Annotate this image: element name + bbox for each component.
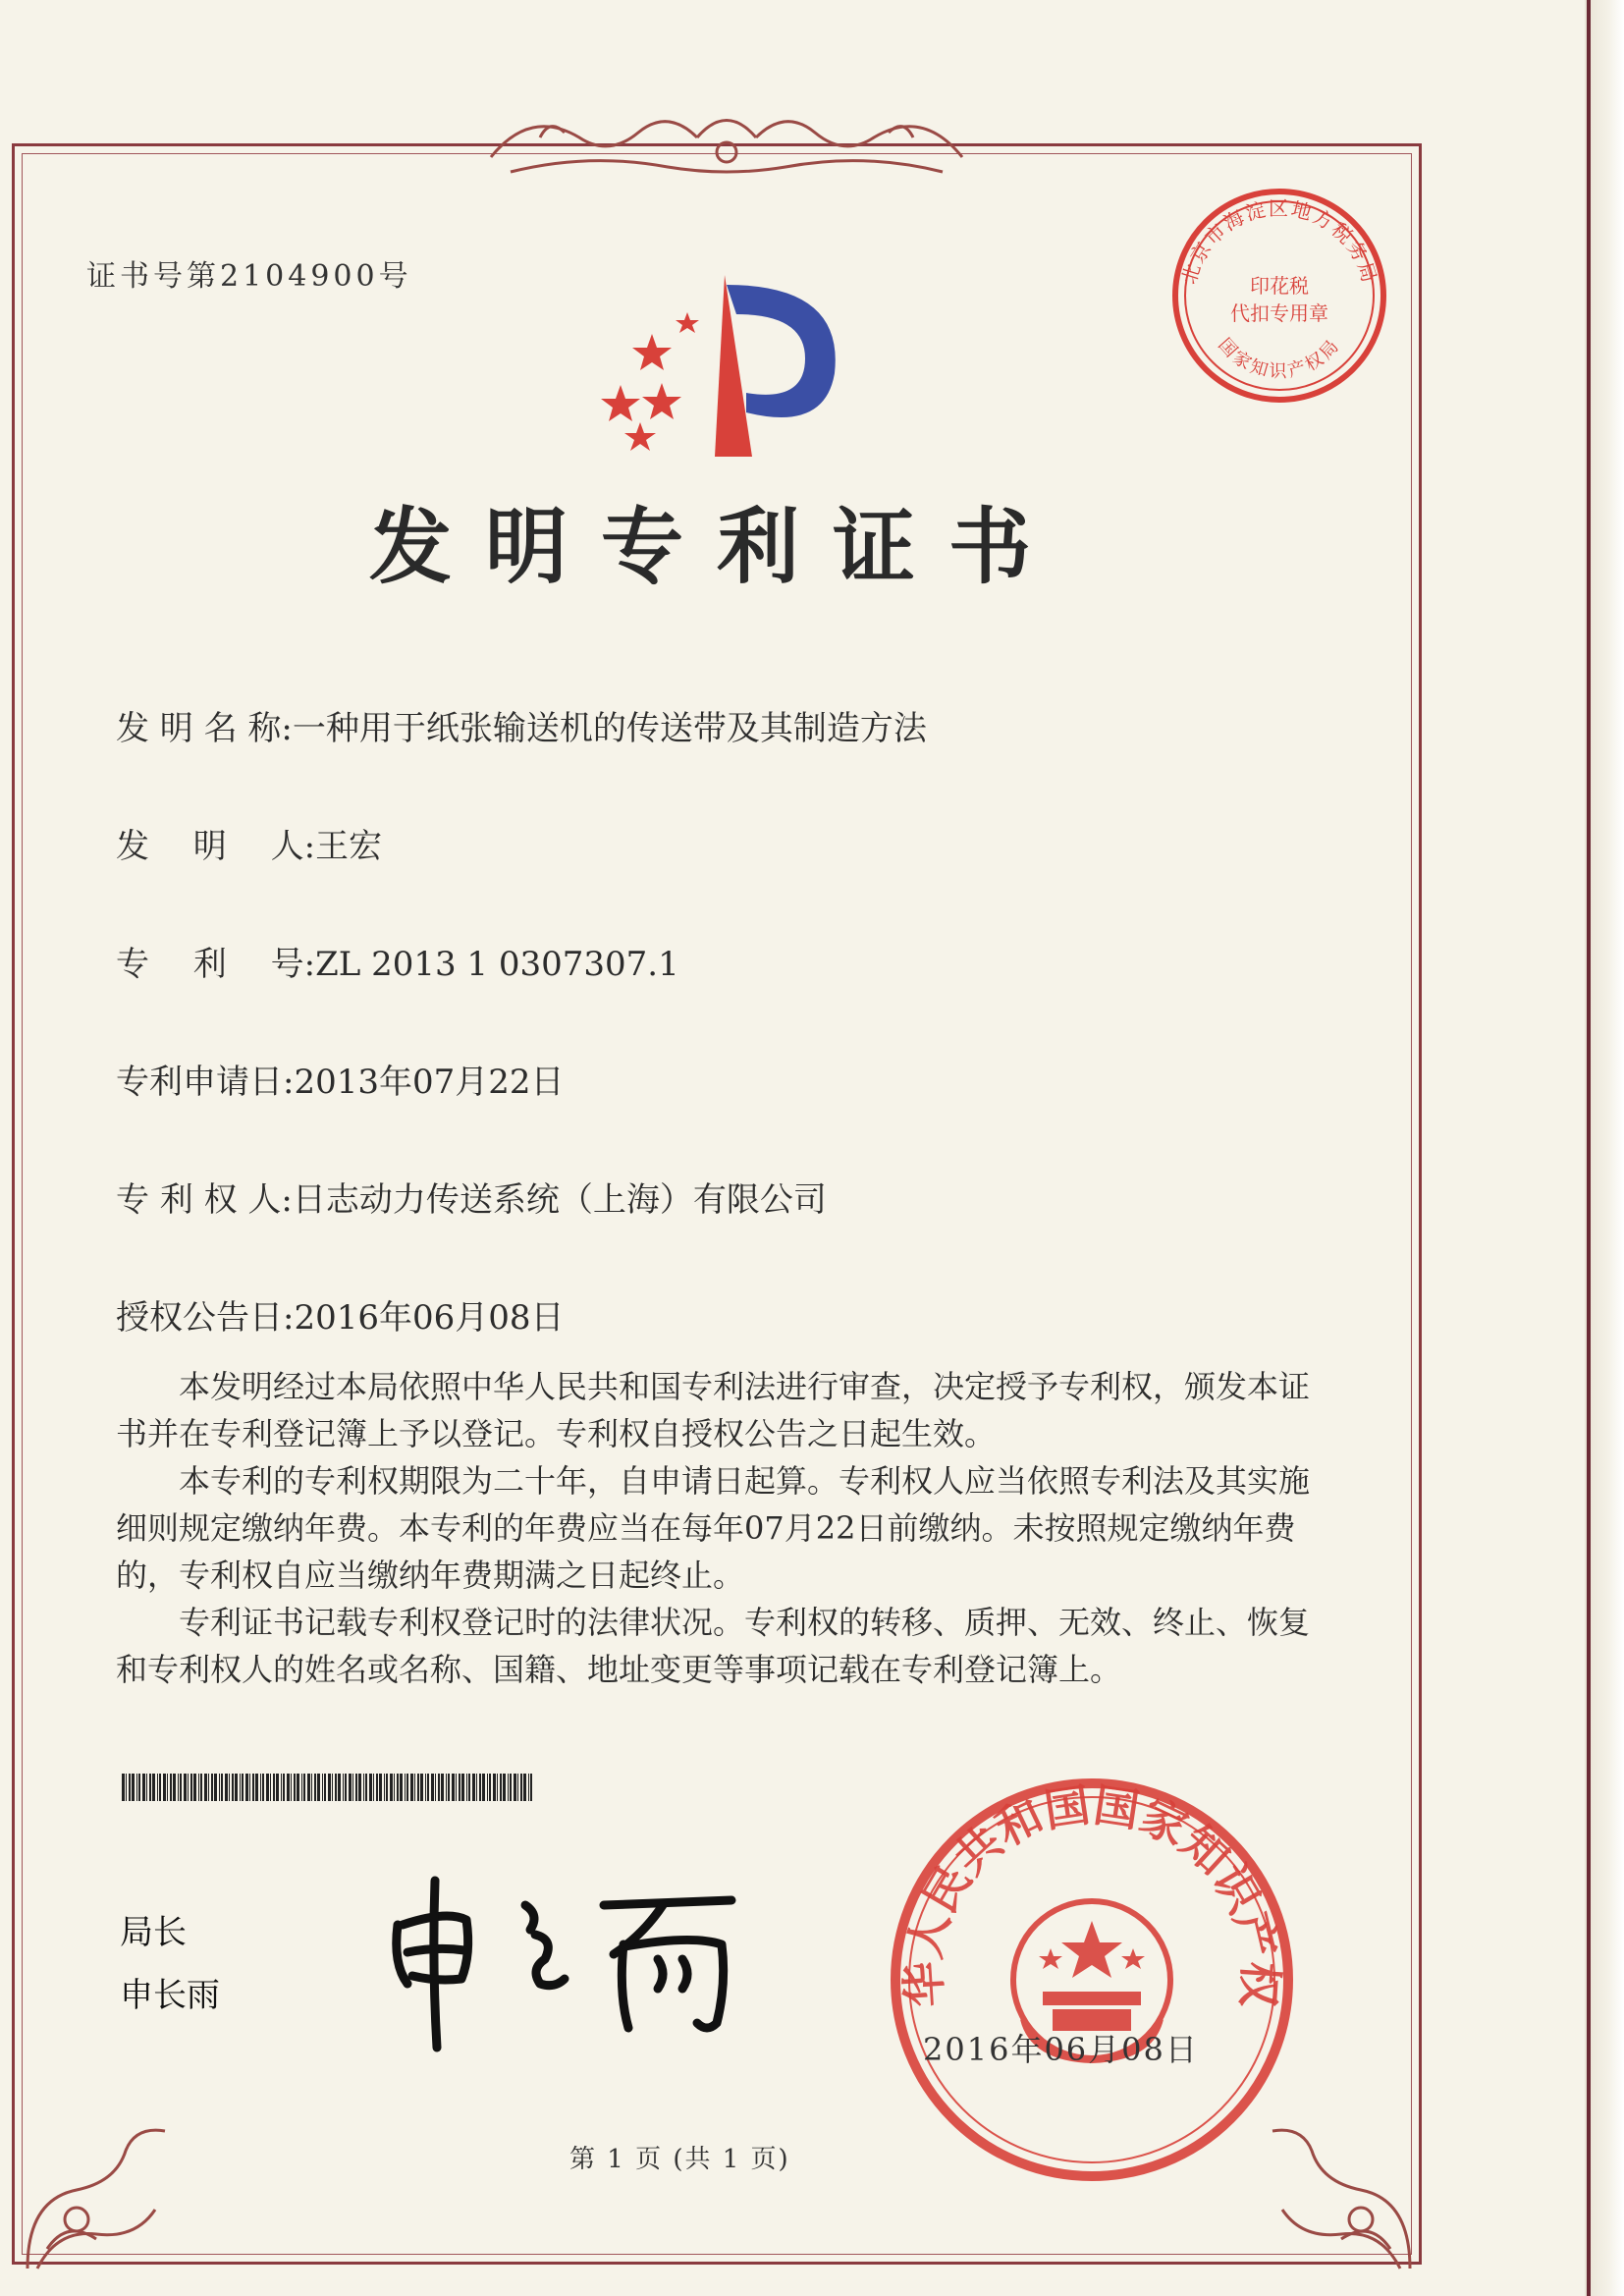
barcode-bar (204, 1774, 207, 1801)
barcode-bar (343, 1774, 344, 1801)
application-date-row (116, 1055, 565, 1103)
invention-name-label: 发 明 名 称: (116, 709, 293, 748)
barcode-bar (425, 1774, 426, 1801)
certificate-body (116, 1363, 1314, 1693)
grant-date-row (116, 1290, 565, 1339)
barcode-bar (200, 1774, 202, 1801)
barcode-bar (530, 1774, 532, 1801)
barcode-bar (242, 1774, 244, 1801)
barcode-bar (178, 1774, 179, 1801)
barcode-bar (446, 1774, 447, 1801)
barcode-bar (479, 1774, 481, 1801)
barcode-bar (235, 1774, 238, 1801)
barcode-bar (459, 1774, 460, 1801)
barcode-bar (503, 1774, 506, 1801)
barcode-bar (208, 1774, 209, 1801)
barcode-bar (157, 1774, 158, 1801)
grant-date-value: 2016年06月08日 (294, 1298, 565, 1338)
barcode-bar (369, 1774, 372, 1801)
barcode-bar (410, 1774, 413, 1801)
barcode-bar (448, 1774, 450, 1801)
barcode-bar (497, 1774, 498, 1801)
inventor-value: 王宏 (315, 827, 383, 866)
director-name: 申长雨 (120, 1976, 220, 2015)
barcode-bar (188, 1774, 189, 1801)
barcode-bar (245, 1774, 248, 1801)
barcode-bar (476, 1774, 477, 1801)
barcode-bar (345, 1774, 347, 1801)
barcode-bar (472, 1774, 475, 1801)
barcode-bar (394, 1774, 395, 1801)
page-number: 第 1 页 (共 1 页) (569, 2145, 790, 2174)
barcode-bar (373, 1774, 374, 1801)
barcode-bar (510, 1774, 512, 1801)
barcode-bar (314, 1774, 316, 1801)
barcode-bar (291, 1774, 292, 1801)
barcode-bar (270, 1774, 271, 1801)
barcode-bar (142, 1774, 145, 1801)
barcode-bar (466, 1774, 467, 1801)
barcode-bar (149, 1774, 151, 1801)
barcode-bar (414, 1774, 415, 1801)
barcode-bar (482, 1774, 485, 1801)
barcode-bar (376, 1774, 378, 1801)
barcode-bar (170, 1774, 172, 1801)
barcode-bar (190, 1774, 192, 1801)
body-paragraph: 专利证书记载专利权登记时的法律状况。专利权的转移、质押、无效、终止、恢复和专利权人的姓名或名称、国籍、地址变更等事项记载在专利登记簿上。 (116, 1604, 1311, 1688)
sipo-official-seal (886, 1774, 1298, 2186)
barcode-bar (517, 1774, 518, 1801)
barcode-bar (328, 1774, 331, 1801)
barcode-bar (132, 1774, 135, 1801)
barcode-bar (152, 1774, 155, 1801)
application-date-label: 专利申请日: (116, 1063, 295, 1102)
barcode-bar (214, 1774, 217, 1801)
barcode-bar (322, 1774, 323, 1801)
inventor-label: 发 明 人: (116, 827, 316, 866)
tax-seal-line1: 印花税 (1250, 274, 1309, 298)
barcode-bar (461, 1774, 464, 1801)
barcode-bar (266, 1774, 269, 1801)
barcode-bar (229, 1774, 230, 1801)
barcode-bar (435, 1774, 436, 1801)
patent-number-label: 专 利 号: (116, 945, 316, 984)
barcode-bar (514, 1774, 516, 1801)
binding-line (1587, 0, 1591, 2296)
barcode-bar (232, 1774, 234, 1801)
barcode-bar (225, 1774, 228, 1801)
body-paragraph: 本发明经过本局依照中华人民共和国专利法进行审查，决定授予专利权，颁发本证书并在专利登记簿上予以登记。专利权自授权公告之日起生效。 (116, 1368, 1311, 1452)
invention-name-value: 一种用于纸张输送机的传送带及其制造方法 (292, 709, 927, 748)
barcode-bar (508, 1774, 509, 1801)
barcode-bar (167, 1774, 168, 1801)
barcode-bar (221, 1774, 223, 1801)
barcode-bar (294, 1774, 296, 1801)
barcode (122, 1774, 534, 1801)
barcode-bar (317, 1774, 320, 1801)
barcode-bar (417, 1774, 419, 1801)
barcode-bar (281, 1774, 282, 1801)
barcode-bar (400, 1774, 403, 1801)
seal-date: 2016年06月08日 (923, 2031, 1199, 2068)
barcode-bar (420, 1774, 423, 1801)
barcode-bar (452, 1774, 455, 1801)
barcode-bar (198, 1774, 199, 1801)
barcode-bar (126, 1774, 127, 1801)
barcode-bar (136, 1774, 137, 1801)
barcode-bar (276, 1774, 279, 1801)
barcode-bar (255, 1774, 258, 1801)
body-paragraph: 本专利的专利权期限为二十年，自申请日起算。专利权人应当依照专利法及其实施细则规定缴纳年费。本专利的年费应当在每年07月22日前缴纳。未按照规定缴纳年费的，专利权自应当缴纳年费期满之日起终止。 (116, 1462, 1311, 1594)
svg-text:中华人民共和国国家知识产权局 (886, 1774, 1287, 2008)
barcode-bar (138, 1774, 140, 1801)
bottom-left-ornament (18, 2111, 204, 2278)
barcode-bar (489, 1774, 491, 1801)
invention-name-row (116, 701, 927, 749)
barcode-bar (441, 1774, 444, 1801)
barcode-bar (397, 1774, 399, 1801)
director-signature (378, 1866, 751, 2062)
barcode-bar (283, 1774, 285, 1801)
grant-date-label: 授权公告日: (116, 1298, 295, 1338)
barcode-bar (456, 1774, 457, 1801)
barcode-bar (146, 1774, 147, 1801)
barcode-bar (311, 1774, 312, 1801)
barcode-bar (173, 1774, 176, 1801)
barcode-bar (358, 1774, 361, 1801)
tax-seal-outer-text: 北京市海淀区地方税务局 (1176, 196, 1382, 288)
barcode-bar (262, 1774, 264, 1801)
barcode-bar (338, 1774, 341, 1801)
patent-number-value: ZL 2013 1 0307307.1 (315, 945, 679, 984)
barcode-bar (324, 1774, 326, 1801)
certificate-number: 证书号第2104900号 (86, 259, 412, 294)
barcode-bar (363, 1774, 364, 1801)
page-edge (1585, 0, 1624, 2296)
barcode-bar (129, 1774, 131, 1801)
barcode-bar (180, 1774, 182, 1801)
barcode-bar (386, 1774, 388, 1801)
patentee-value: 日志动力传送系统（上海）有限公司 (292, 1180, 827, 1220)
barcode-bar (520, 1774, 522, 1801)
barcode-bar (355, 1774, 357, 1801)
patent-number-row (116, 937, 679, 985)
barcode-bar (390, 1774, 393, 1801)
barcode-bar (384, 1774, 385, 1801)
barcode-bar (352, 1774, 353, 1801)
inventor-row (116, 819, 382, 867)
barcode-bar (184, 1774, 187, 1801)
tax-stamp-seal (1166, 183, 1392, 409)
tax-seal-bottom-text: 国家知识产权局 (1214, 334, 1345, 383)
barcode-bar (287, 1774, 290, 1801)
barcode-bar (249, 1774, 250, 1801)
sipo-logo (589, 265, 844, 462)
barcode-bar (487, 1774, 488, 1801)
barcode-bar (297, 1774, 299, 1801)
barcode-bar (307, 1774, 310, 1801)
barcode-bar (349, 1774, 352, 1801)
barcode-bar (500, 1774, 502, 1801)
barcode-bar (405, 1774, 406, 1801)
barcode-bar (493, 1774, 496, 1801)
top-ornament (471, 98, 982, 196)
barcode-bar (406, 1774, 408, 1801)
barcode-bar (273, 1774, 275, 1801)
barcode-bar (211, 1774, 213, 1801)
barcode-bar (468, 1774, 470, 1801)
barcode-bar (219, 1774, 220, 1801)
barcode-bar (240, 1774, 241, 1801)
barcode-bar (163, 1774, 166, 1801)
barcode-bar (303, 1774, 305, 1801)
application-date-value: 2013年07月22日 (294, 1063, 565, 1102)
patentee-label: 专 利 权 人: (116, 1180, 293, 1220)
barcode-bar (301, 1774, 302, 1801)
barcode-bar (431, 1774, 434, 1801)
seal-outer-text: 华人民共和国国家知识产权 (895, 1777, 1288, 2009)
barcode-bar (427, 1774, 429, 1801)
svg-text:国家知识产权局 (1214, 335, 1344, 382)
barcode-bar (193, 1774, 196, 1801)
barcode-bar (252, 1774, 254, 1801)
certificate-title: 发明专利证书 (368, 498, 1064, 595)
barcode-bar (379, 1774, 382, 1801)
barcode-bar (159, 1774, 161, 1801)
patentee-row (116, 1173, 827, 1221)
barcode-bar (438, 1774, 440, 1801)
barcode-bar (335, 1774, 337, 1801)
barcode-bar (122, 1774, 125, 1801)
barcode-bar (523, 1774, 526, 1801)
barcode-bar (332, 1774, 333, 1801)
barcode-bar (528, 1774, 529, 1801)
barcode-bar (365, 1774, 367, 1801)
director-title: 局长 (120, 1913, 187, 1952)
tax-seal-line2: 代扣专用章 (1230, 301, 1328, 325)
barcode-bar (260, 1774, 261, 1801)
